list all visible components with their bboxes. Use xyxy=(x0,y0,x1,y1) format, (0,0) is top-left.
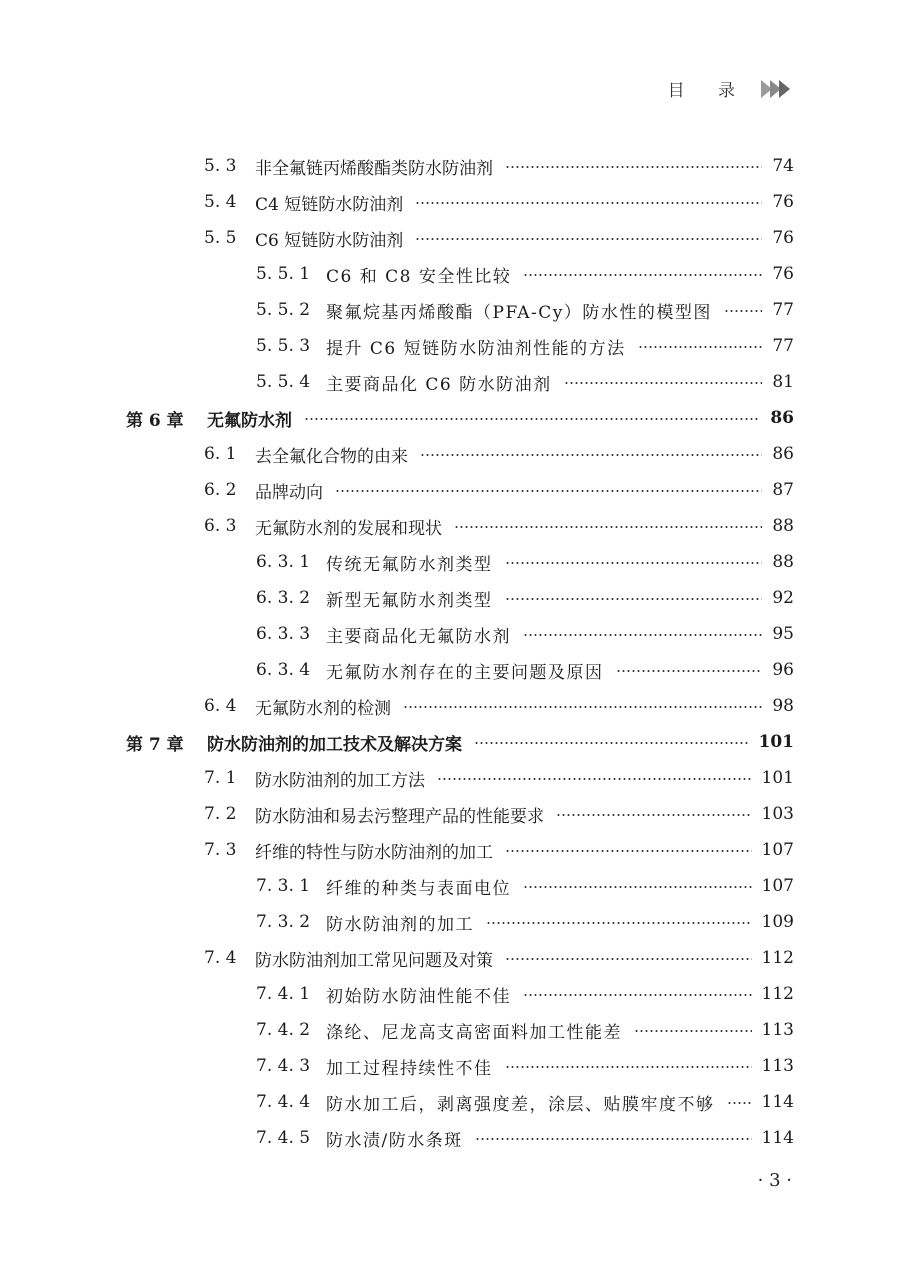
toc-entry-page: 86 xyxy=(772,444,794,464)
toc-entry-number: 5. 5. 3 xyxy=(256,336,311,356)
toc-entry-page: 109 xyxy=(761,912,794,932)
leader-dots xyxy=(474,742,749,744)
toc-entry-page: 113 xyxy=(761,1020,794,1040)
toc-entry-page: 98 xyxy=(772,696,794,716)
toc-entry-number: 5. 5. 4 xyxy=(256,372,311,392)
toc-entry-page: 112 xyxy=(761,984,794,1004)
toc-entry-number: 第 6 章 xyxy=(126,410,184,431)
toc-entry-page: 96 xyxy=(772,660,794,680)
toc-entry[interactable] xyxy=(0,544,900,580)
toc-entry[interactable] xyxy=(0,292,900,328)
toc-entry[interactable] xyxy=(0,472,900,508)
leader-dots xyxy=(335,490,762,492)
toc-entry-page: 101 xyxy=(758,732,794,752)
toc-entry-title: 无氟防水剂的发展和现状 xyxy=(255,518,442,539)
toc-entry[interactable] xyxy=(0,1048,900,1084)
toc-entry-number: 6. 3 xyxy=(204,516,237,536)
toc-entry-title: 涤纶、尼龙高支高密面料加工性能差 xyxy=(326,1022,622,1043)
toc-entry-title: 去全氟化合物的由来 xyxy=(255,446,408,467)
toc-entry[interactable] xyxy=(0,904,900,940)
toc-entry-number: 6. 3. 4 xyxy=(256,660,311,680)
toc-entry-number: 7. 2 xyxy=(204,804,237,824)
toc-entry-title: 非全氟链丙烯酸酯类防水防油剂 xyxy=(255,158,493,179)
toc-entry[interactable] xyxy=(0,148,900,184)
toc-entry-title: 防水防油和易去污整理产品的性能要求 xyxy=(255,806,544,827)
leader-dots xyxy=(523,994,752,996)
toc-entry-page: 76 xyxy=(772,228,794,248)
toc-entry-title: 无氟防水剂的检测 xyxy=(255,698,391,719)
toc-entry-page: 76 xyxy=(772,192,794,212)
leader-dots xyxy=(523,634,762,636)
toc-entry-page: 92 xyxy=(772,588,794,608)
toc-entry-title: 聚氟烷基丙烯酸酯（PFA-Cy）防水性的模型图 xyxy=(326,302,712,323)
toc-entry[interactable] xyxy=(0,688,900,724)
toc-entry[interactable] xyxy=(0,328,900,364)
toc-entry-page: 87 xyxy=(772,480,794,500)
toc-entry-title: 加工过程持续性不佳 xyxy=(326,1058,493,1079)
leader-dots xyxy=(556,814,752,816)
toc-entry[interactable] xyxy=(0,796,900,832)
leader-dots xyxy=(564,382,763,384)
toc-entry[interactable] xyxy=(0,436,900,472)
leader-dots xyxy=(475,1138,752,1140)
toc-entry-page: 112 xyxy=(761,948,794,968)
toc-entry-title: 主要商品化无氟防水剂 xyxy=(326,626,511,647)
toc-entry-title: 纤维的特性与防水防油剂的加工 xyxy=(255,842,493,863)
toc-entry-page: 77 xyxy=(772,336,794,356)
toc-entry-title: 品牌动向 xyxy=(255,482,323,503)
toc-entry-page: 88 xyxy=(772,516,794,536)
toc-entry-page: 101 xyxy=(761,768,794,788)
toc-entry-number: 7. 4. 4 xyxy=(256,1092,311,1112)
leader-dots xyxy=(454,526,762,528)
toc-entry-number: 7. 4. 3 xyxy=(256,1056,311,1076)
leader-dots xyxy=(523,886,752,888)
toc-entry-page: 107 xyxy=(761,840,794,860)
leader-dots xyxy=(616,670,763,672)
toc-entry[interactable] xyxy=(0,580,900,616)
toc-entry[interactable] xyxy=(0,508,900,544)
toc-entry[interactable] xyxy=(0,1084,900,1120)
toc-entry-title: C4 短链防水防油剂 xyxy=(255,194,404,215)
toc-entry-number: 6. 3. 1 xyxy=(256,552,311,572)
toc-entry-page: 114 xyxy=(761,1128,794,1148)
toc-entry-title: 新型无氟防水剂类型 xyxy=(326,590,493,611)
toc-entry-number: 6. 3. 2 xyxy=(256,588,311,608)
leader-dots xyxy=(304,418,760,420)
running-head-title: 目 录 xyxy=(667,81,749,101)
toc-entry[interactable] xyxy=(0,400,900,436)
toc-entry-title: 无氟防水剂存在的主要问题及原因 xyxy=(326,662,604,683)
toc-entry-number: 5. 4 xyxy=(204,192,237,212)
toc-entry-title: 防水防油剂加工常见问题及对策 xyxy=(255,950,493,971)
leader-dots xyxy=(505,850,752,852)
toc-entry-number: 7. 4. 2 xyxy=(256,1020,311,1040)
toc-entry-page: 74 xyxy=(772,156,794,176)
toc-entry-number: 7. 4. 1 xyxy=(256,984,311,1004)
toc-entry-number: 5. 5 xyxy=(204,228,237,248)
toc-entry-number: 6. 1 xyxy=(204,444,237,464)
leader-dots xyxy=(415,238,762,240)
chevron-right-icon xyxy=(763,80,790,98)
toc-entry-title: C6 和 C8 安全性比较 xyxy=(326,266,512,287)
toc-entry[interactable] xyxy=(0,220,900,256)
toc-entry-page: 81 xyxy=(772,372,794,392)
leader-dots xyxy=(727,1102,752,1104)
toc-entry-number: 第 7 章 xyxy=(126,734,184,755)
leader-dots xyxy=(638,346,763,348)
toc-entry-title: 防水防油剂的加工技术及解决方案 xyxy=(207,734,462,755)
toc-entry[interactable] xyxy=(0,184,900,220)
toc-entry[interactable] xyxy=(0,976,900,1012)
toc-entry-page: 113 xyxy=(761,1056,794,1076)
toc-entry-page: 114 xyxy=(761,1092,794,1112)
toc-entry[interactable] xyxy=(0,616,900,652)
leader-dots xyxy=(415,202,762,204)
toc-entry-title: 防水防油剂的加工方法 xyxy=(255,770,425,791)
toc-entry[interactable] xyxy=(0,940,900,976)
toc-entry-title: 无氟防水剂 xyxy=(207,410,292,431)
toc-entry-title: 初始防水防油性能不佳 xyxy=(326,986,511,1007)
leader-dots xyxy=(420,454,762,456)
toc-entry[interactable] xyxy=(0,868,900,904)
leader-dots xyxy=(505,598,763,600)
toc-entry-number: 7. 4 xyxy=(204,948,237,968)
toc-entry-number: 7. 1 xyxy=(204,768,237,788)
leader-dots xyxy=(634,1030,752,1032)
toc-entry-number: 7. 3. 1 xyxy=(256,876,311,896)
toc-entry-title: 防水加工后，剥离强度差，涂层、贴膜牢度不够 xyxy=(326,1094,715,1115)
toc-entry-number: 7. 3 xyxy=(204,840,237,860)
leader-dots xyxy=(403,706,762,708)
page-number: · 3 · xyxy=(757,1170,792,1191)
toc-entry-title: 提升 C6 短链防水防油剂性能的方法 xyxy=(326,338,626,359)
toc-entry-title: C6 短链防水防油剂 xyxy=(255,230,404,251)
leader-dots xyxy=(505,562,763,564)
toc-entry-title: 防水渍/防水条斑 xyxy=(326,1130,463,1151)
toc-entry-number: 6. 3. 3 xyxy=(256,624,311,644)
toc-entry[interactable] xyxy=(0,364,900,400)
toc-entry[interactable] xyxy=(0,652,900,688)
toc-entry[interactable] xyxy=(0,832,900,868)
toc-entry-page: 107 xyxy=(761,876,794,896)
running-head xyxy=(668,76,790,101)
toc-entry[interactable] xyxy=(0,724,900,760)
leader-dots xyxy=(724,310,762,312)
toc-entry-page: 88 xyxy=(772,552,794,572)
toc-entry-page: 95 xyxy=(772,624,794,644)
toc-entry-number: 6. 2 xyxy=(204,480,237,500)
toc-entry-title: 传统无氟防水剂类型 xyxy=(326,554,493,575)
toc-entry[interactable] xyxy=(0,760,900,796)
toc-entry-title: 主要商品化 C6 防水防油剂 xyxy=(326,374,552,395)
leader-dots xyxy=(505,1066,752,1068)
toc-entry-number: 7. 3. 2 xyxy=(256,912,311,932)
toc-entry[interactable] xyxy=(0,1120,900,1156)
toc-entry[interactable] xyxy=(0,256,900,292)
toc-entry-title: 纤维的种类与表面电位 xyxy=(326,878,511,899)
toc-entry-page: 103 xyxy=(761,804,794,824)
toc-entry-number: 5. 5. 1 xyxy=(256,264,311,284)
leader-dots xyxy=(437,778,752,780)
toc-entry-page: 76 xyxy=(772,264,794,284)
toc-entry-number: 7. 4. 5 xyxy=(256,1128,311,1148)
leader-dots xyxy=(486,922,752,924)
leader-dots xyxy=(505,166,762,168)
toc-entry-title: 防水防油剂的加工 xyxy=(326,914,474,935)
toc-entry-number: 5. 3 xyxy=(204,156,237,176)
toc-entry[interactable] xyxy=(0,1012,900,1048)
toc-entry-number: 6. 4 xyxy=(204,696,237,716)
toc-entry-number: 5. 5. 2 xyxy=(256,300,311,320)
toc-entry-page: 77 xyxy=(772,300,794,320)
toc-entry-page: 86 xyxy=(770,408,794,428)
leader-dots xyxy=(505,958,752,960)
leader-dots xyxy=(523,274,762,276)
